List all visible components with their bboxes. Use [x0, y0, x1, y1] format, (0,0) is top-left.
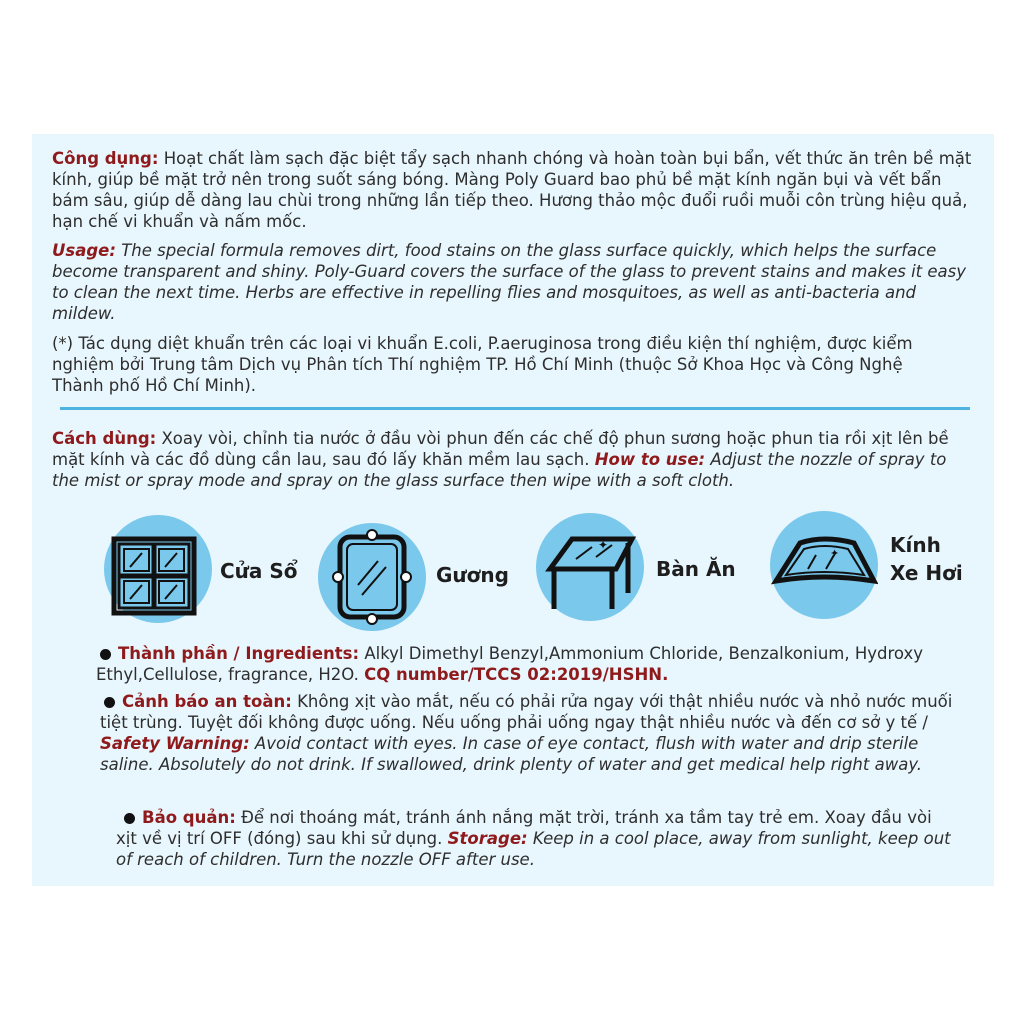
mirror-icon — [318, 523, 426, 631]
safety-vi-label: Cảnh báo an toàn: — [122, 692, 292, 711]
storage-en-text: Keep in a cool place, away from sunlight, keep out of reach of children. Turn the nozzle OFF after use. — [116, 829, 951, 869]
directions-paragraph — [52, 428, 972, 491]
directions-en-text: Adjust the nozzle of spray to the mist or spray mode and spray on the glass surface then wipe with a soft cloth. — [52, 450, 947, 490]
usage-vi-paragraph — [52, 148, 972, 232]
car-label-line2: Xe Hơi — [890, 561, 963, 585]
svg-text:✦: ✦ — [598, 538, 609, 552]
table-label: Bàn Ăn — [656, 557, 736, 581]
safety-vi-text: Không xịt vào mắt, nếu có phải rửa ngay với thật nhiều nước và nhỏ nước muối tiệt trùng. Tuyệt đối không được uống. Nếu uống phải uống ngay thật nhiều nước và đến cơ sở y tế / — [100, 692, 953, 732]
storage-vi-label: Bảo quản: — [142, 808, 236, 827]
storage-paragraph — [116, 807, 956, 870]
directions-vi-label: Cách dùng: — [52, 429, 157, 448]
mirror-label: Gương — [436, 563, 509, 587]
car-windshield-icon — [770, 511, 878, 619]
directions-en-label: How to use: — [594, 450, 706, 469]
storage-vi-text: Để nơi thoáng mát, tránh ánh nắng mặt trời, tránh xa tầm tay trẻ em. Xoay đầu vòi xịt về vị trí OFF (đóng) sau khi sử dụng. — [116, 808, 932, 848]
svg-text:✦: ✦ — [830, 547, 840, 560]
directions-vi-text: Xoay vòi, chỉnh tia nước ở đầu vòi phun đến các chế độ phun sương hoặc phun tia rồi xịt lên bề mặt kính và các đồ dùng cần lau, sau đó lấy khăn mềm lau sạch. — [52, 429, 949, 469]
safety-paragraph — [100, 691, 960, 775]
cq-number: CQ number/TCCS 02:2019/HSHN. — [364, 665, 669, 684]
car-label — [890, 531, 963, 587]
table-icon — [536, 513, 644, 621]
storage-en-label: Storage: — [447, 829, 528, 848]
usage-en-paragraph — [52, 240, 972, 324]
window-label: Cửa Sổ — [220, 559, 298, 583]
usage-en-label: Usage: — [52, 241, 116, 260]
window-icon — [104, 515, 212, 623]
safety-en-text: Avoid contact with eyes. In case of eye contact, flush with water and drip sterile saline. Absolutely do not drink. If swallowed, drink plenty of water and get medical help right away. — [100, 734, 923, 774]
car-label-line1: Kính — [890, 533, 941, 557]
ingredients-label: Thành phần / Ingredients: — [118, 644, 360, 663]
antibacterial-note: (*) Tác dụng diệt khuẩn trên các loại vi khuẩn E.coli, P.aeruginosa trong điều kiện thí nghiệm, được kiểm nghiệm bởi Trung tâm Dịch vụ Phân tích Thí nghiệm TP. Hồ Chí Minh (thuộc Sở Khoa Học và Công Nghệ Thành phố Hồ Chí Minh). — [52, 334, 913, 395]
usage-vi-text: Hoạt chất làm sạch đặc biệt tẩy sạch nhanh chóng và hoàn toàn bụi bẩn, vết thức ăn trên bề mặt kính, giúp bề mặt trở nên trong suốt sáng bóng. Màng Poly Guard bao phủ bề mặt kính ngăn bụi và vết bẩn bám sâu, giúp dễ dàng lau chùi trong những lần tiếp theo. Hương thảo mộc đuổi ruồi muỗi côn trùng hiệu quả, hạn chế vi khuẩn và nấm mốc. — [52, 149, 972, 231]
ingredients-paragraph — [96, 643, 956, 685]
usage-vi-label: Công dụng: — [52, 149, 159, 168]
ingredients-text: Alkyl Dimethyl Benzyl,Ammonium Chloride, Benzalkonium, Hydroxy Ethyl,Cellulose, fragrance, H2O. — [96, 644, 924, 684]
surface-icons-row — [0, 505, 1024, 630]
safety-en-label: Safety Warning: — [100, 734, 250, 753]
usage-en-text: The special formula removes dirt, food stains on the glass surface quickly, which helps the surface become transparent and shiny. Poly-Guard covers the surface of the glass to prevent stains and makes it easy to clean the next time. Herbs are effective in repelling flies and mosquitoes, as well as anti-bacteria and mildew. — [52, 241, 966, 323]
section-divider — [60, 407, 970, 410]
